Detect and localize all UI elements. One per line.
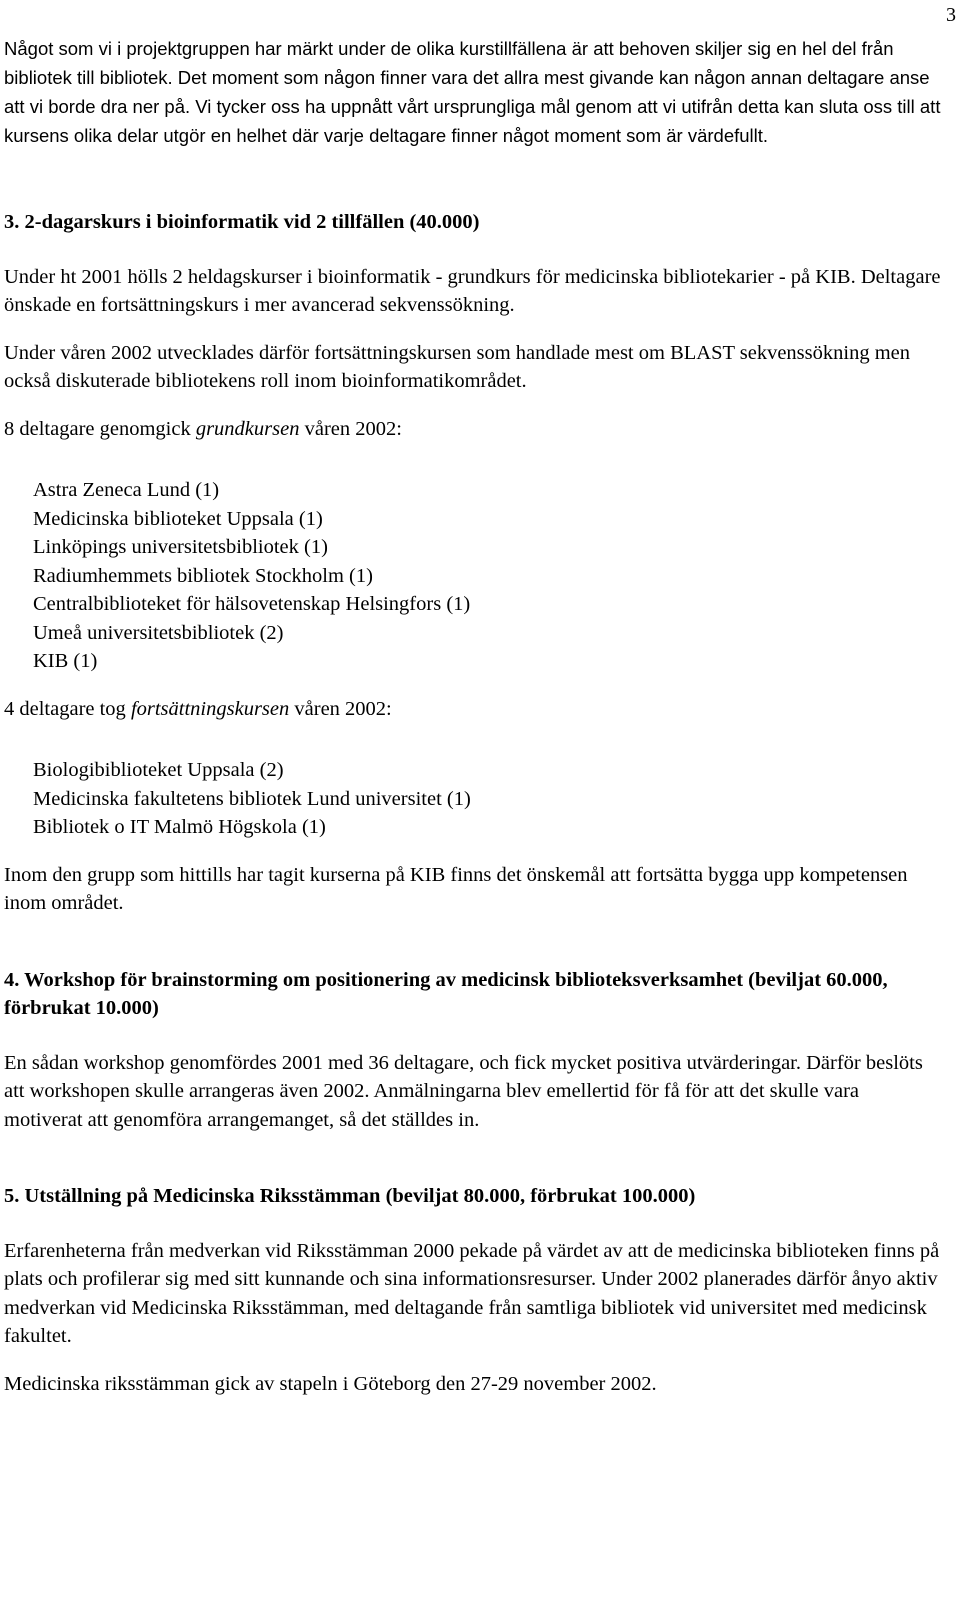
list-item: Radiumhemmets bibliotek Stockholm (1) xyxy=(33,564,373,587)
list-item: Linköpings universitetsbibliotek (1) xyxy=(33,536,328,558)
list-item: Medicinska biblioteket Uppsala (1) xyxy=(33,507,323,530)
list-item: Centralbiblioteket för hälsovetenskap Helsingfors (1) xyxy=(33,593,471,615)
list-item: Astra Zeneca Lund (1) xyxy=(33,479,220,501)
section-4-paragraph-1: En sådan workshop genomfördes 2001 med 36 deltagare, och fick mycket positiva utvärderingar. Därför beslöts att workshopen skulle arrangeras även 2002. Anmälningarna blev emellertid för få för att det skulle vara motiverat att genomföra arrangemanget, så det ställdes in. xyxy=(4,1051,923,1131)
section-3-heading: 3. 2-dagarskurs i bioinformatik vid 2 tillfällen (40.000) xyxy=(4,211,480,233)
basic-course-intro xyxy=(4,415,942,444)
list-item: Biologibiblioteket Uppsala (2) xyxy=(33,759,284,781)
advanced-course-participants-list xyxy=(4,756,942,842)
section-5-paragraph-1: Erfarenheterna från medverkan vid Riksstämman 2000 pekade på värdet av att de medicinska biblioteken finns på plats och profilerar sig med sitt kunnande och sina informationsresurser. Under 2002 planerades därför ånyo aktiv medverkan vid Medicinska Riksstämman, med deltagande från samtliga bibliotek vid universitet med medicinsk fakultet. xyxy=(4,1239,940,1347)
basic-course-intro-before: 8 deltagare genomgick xyxy=(4,417,196,440)
section-5-heading: 5. Utställning på Medicinska Riksstämman (beviljat 80.000, förbrukat 100.000) xyxy=(4,1185,696,1207)
advanced-course-name: fortsättningskursen xyxy=(130,697,290,720)
section-3-paragraph-1: Under ht 2001 hölls 2 heldagskurser i bioinformatik - grundkurs för medicinska bibliotekarier - på KIB. Deltagare önskade en fortsättningskurs i mer avancerad sekvenssökning. xyxy=(4,265,941,316)
advanced-course-intro-after: våren 2002: xyxy=(289,697,392,720)
section-4-heading: 4. Workshop för brainstorming om positionering av medicinsk biblioteksverksamhet (beviljat 60.000, förbrukat 10.000) xyxy=(4,968,888,1019)
list-item: KIB (1) xyxy=(33,650,98,672)
intro-paragraph: Något som vi i projektgruppen har märkt under de olika kurstillfällena är att behoven skiljer sig en hel del från bibliotek till bibliotek. Det moment som någon finner vara det allra mest givande kan någon annan deltagare anse att vi borde dra ner på. Vi tycker oss ha uppnått vårt ursprungliga mål genom att vi utifrån detta kan sluta oss till att kursens olika delar utgör en helhet där varje deltagare finner något moment som är värdefullt. xyxy=(4,38,941,146)
advanced-course-intro-before: 4 deltagare tog xyxy=(4,697,131,720)
section-5-paragraph-2: Medicinska riksstämman gick av stapeln i Göteborg den 27-29 november 2002. xyxy=(4,1372,657,1395)
section-3-paragraph-2: Under våren 2002 utvecklades därför fortsättningskursen som handlade mest om BLAST sekvenssökning men också diskuterade bibliotekens roll inom bioinformatikområdet. xyxy=(4,341,910,392)
page-number: 3 xyxy=(946,4,956,26)
advanced-course-intro xyxy=(4,695,942,724)
basic-course-participants-list xyxy=(4,476,942,676)
section-3-paragraph-3: Inom den grupp som hittills har tagit kurserna på KIB finns det önskemål att fortsätta bygga upp kompetensen inom området. xyxy=(4,863,908,914)
basic-course-name: grundkursen xyxy=(195,417,300,440)
list-item: Bibliotek o IT Malmö Högskola (1) xyxy=(33,816,326,838)
list-item: Medicinska fakultetens bibliotek Lund universitet (1) xyxy=(33,787,471,810)
basic-course-intro-after: våren 2002: xyxy=(299,417,402,440)
list-item: Umeå universitetsbibliotek (2) xyxy=(33,621,284,644)
